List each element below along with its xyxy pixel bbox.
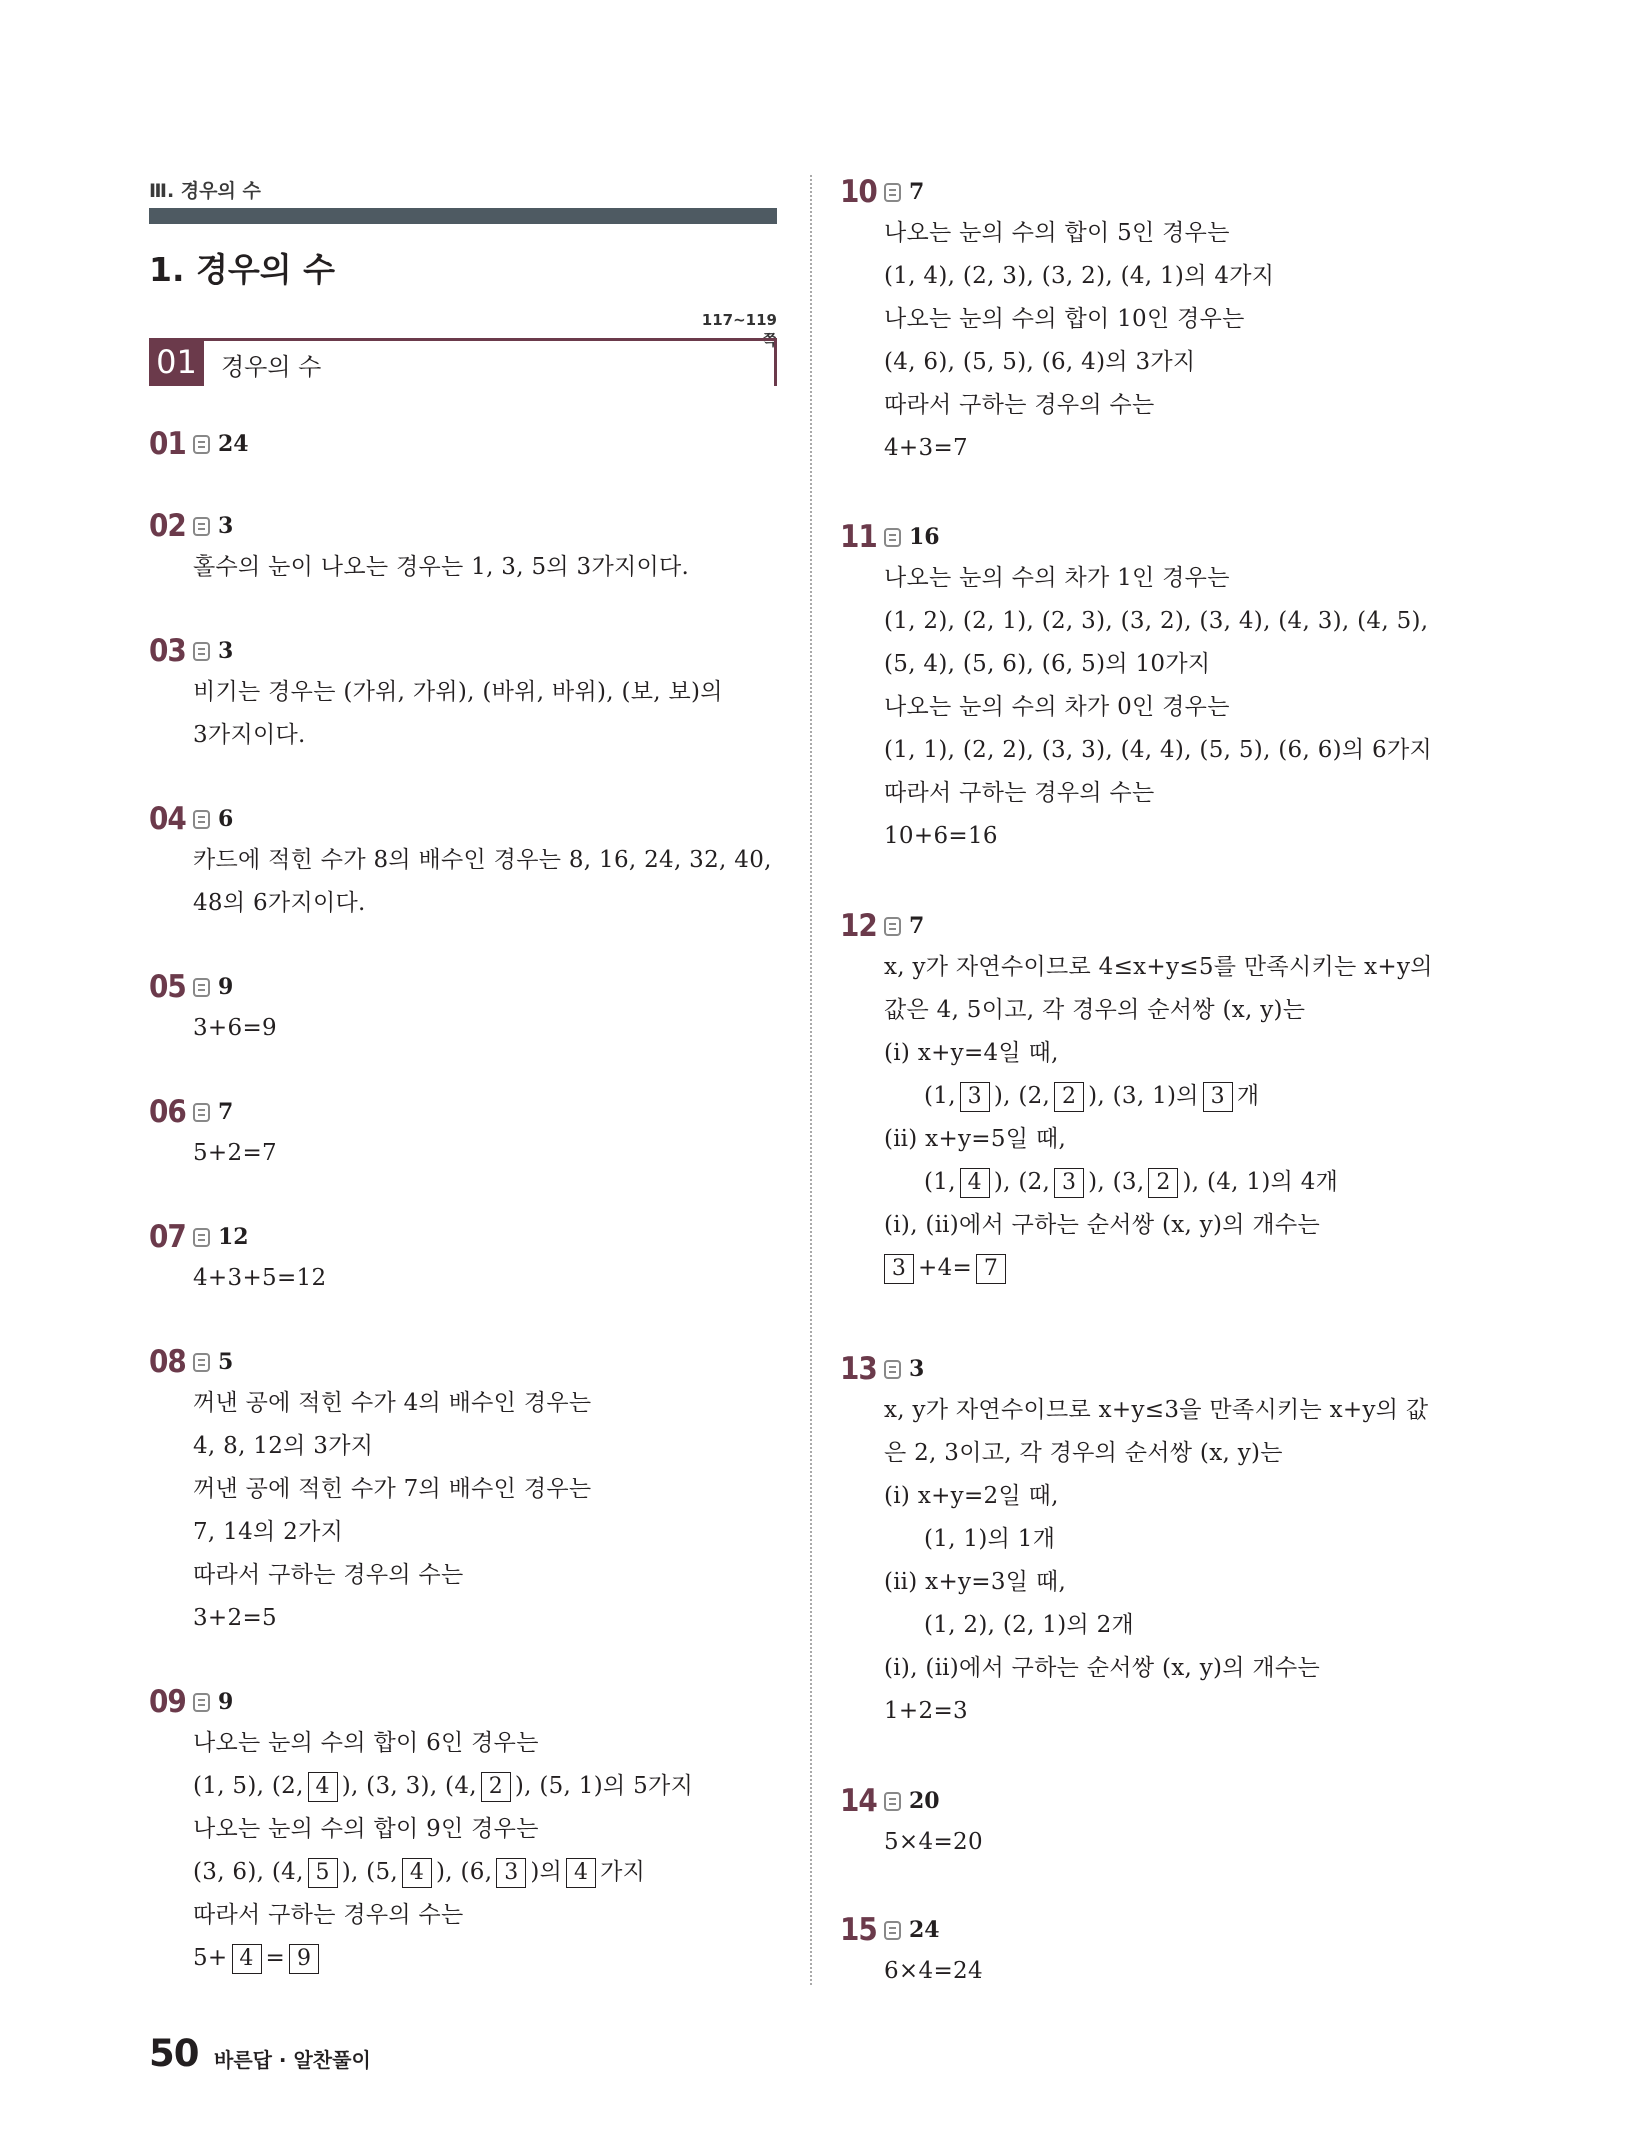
section-title: 1. 경우의 수	[149, 250, 335, 289]
answer: 12	[218, 1224, 249, 1250]
problem-number: 04	[149, 801, 186, 837]
blank-box: 4	[232, 1944, 262, 1974]
blank-box: 3	[884, 1254, 914, 1284]
solution-line: 꺼낸 공에 적힌 수가 7의 배수인 경우는	[193, 1476, 592, 1502]
solution-line: 나오는 눈의 수의 차가 0인 경우는	[884, 694, 1230, 720]
blank-box: 9	[289, 1944, 319, 1974]
answer-icon	[884, 183, 901, 202]
solution-line: (ⅱ) x+y=3일 때,	[884, 1569, 1067, 1595]
problem-03	[149, 631, 723, 757]
answer-icon	[884, 1360, 901, 1379]
problem-number: 05	[149, 969, 186, 1005]
solution-line: 3 +4= 7	[884, 1247, 1433, 1290]
answer: 7	[909, 179, 925, 205]
problem-number: 14	[840, 1783, 877, 1819]
blank-box: 3	[1054, 1168, 1084, 1198]
problem-number: 11	[840, 519, 877, 555]
blank-box: 4	[308, 1772, 338, 1802]
problem-number: 03	[149, 633, 186, 669]
solution-line: (ⅰ) x+y=4일 때,	[884, 1040, 1059, 1066]
answer-icon	[193, 435, 210, 454]
solution-line: 비기는 경우는 (가위, 가위), (바위, 바위), (보, 보)의	[193, 679, 723, 705]
problem-06	[149, 1092, 277, 1175]
answer-icon	[884, 528, 901, 547]
chapter-bar	[149, 208, 777, 224]
problem-number: 09	[149, 1684, 186, 1720]
solution-line: (ⅰ), (ⅱ)에서 구하는 순서쌍 (x, y)의 개수는	[884, 1655, 1320, 1681]
problem-number: 15	[840, 1912, 877, 1948]
solution-line: 은 2, 3이고, 각 경우의 순서쌍 (x, y)는	[884, 1440, 1283, 1466]
problem-number: 10	[840, 174, 877, 210]
solution-line: 5×4=20	[884, 1829, 983, 1855]
solution-line: 3+6=9	[193, 1015, 277, 1041]
answer: 3	[218, 513, 234, 539]
solution-line: 따라서 구하는 경우의 수는	[884, 780, 1155, 806]
solution-line: 따라서 구하는 경우의 수는	[193, 1562, 464, 1588]
solution-line: 따라서 구하는 경우의 수는	[193, 1902, 464, 1928]
solution-line: 5+2=7	[193, 1140, 277, 1166]
problem-02	[149, 506, 689, 589]
problem-number: 07	[149, 1219, 186, 1255]
answer-icon	[193, 810, 210, 829]
answer-icon	[884, 917, 901, 936]
answer: 24	[218, 431, 249, 457]
solution-line: 나오는 눈의 수의 합이 10인 경우는	[884, 306, 1245, 332]
answer-icon	[884, 1921, 901, 1940]
answer: 24	[909, 1917, 940, 1943]
answer: 3	[218, 638, 234, 664]
blank-box: 3	[1203, 1082, 1233, 1112]
answer: 7	[218, 1099, 234, 1125]
solution-line: 4+3+5=12	[193, 1265, 327, 1291]
answer: 9	[218, 974, 234, 1000]
solution-line: 6×4=24	[884, 1958, 983, 1984]
problem-number: 06	[149, 1094, 186, 1130]
solution-line: x, y가 자연수이므로 x+y≤3을 만족시키는 x+y의 값	[884, 1397, 1429, 1423]
answer-icon	[884, 1792, 901, 1811]
blank-box: 5	[308, 1858, 338, 1888]
problem-number: 02	[149, 508, 186, 544]
answer: 5	[218, 1349, 234, 1375]
problem-number: 12	[840, 908, 877, 944]
blank-box: 2	[1148, 1168, 1178, 1198]
solution-line: (1, 5), (2, 4 ), (3, 3), (4, 2 ), (5, 1)의 5가지	[193, 1765, 693, 1808]
solution-line: (1, 4), (2, 3), (3, 2), (4, 1)의 4가지	[884, 263, 1275, 289]
solution-line: 1+2=3	[884, 1698, 968, 1724]
problem-13	[840, 1349, 1428, 1733]
topic-title: 경우의 수	[221, 353, 322, 381]
solution-line: 4+3=7	[884, 435, 968, 461]
solution-line: 나오는 눈의 수의 차가 1인 경우는	[884, 565, 1230, 591]
problem-01	[149, 424, 249, 464]
answer-icon	[193, 642, 210, 661]
problem-04	[149, 799, 772, 925]
solution-line: (1, 1)의 1개	[924, 1526, 1056, 1552]
problem-number: 13	[840, 1351, 877, 1387]
solution-line: (1, 4 ), (2, 3 ), (3, 2 ), (4, 1)의 4개	[924, 1161, 1433, 1204]
topic-header	[149, 338, 777, 386]
answer: 3	[909, 1356, 925, 1382]
problem-10	[840, 172, 1274, 470]
problem-08	[149, 1342, 591, 1640]
solution-line: 5+ 4 = 9	[193, 1937, 693, 1980]
solution-line: 카드에 적힌 수가 8의 배수인 경우는 8, 16, 24, 32, 40,	[193, 847, 772, 873]
problem-05	[149, 967, 277, 1050]
blank-box: 4	[566, 1858, 596, 1888]
solution-line: 48의 6가지이다.	[193, 890, 366, 916]
problem-15	[840, 1910, 983, 1993]
blank-box: 4	[402, 1858, 432, 1888]
blank-box: 3	[960, 1082, 990, 1112]
solution-line: 값은 4, 5이고, 각 경우의 순서쌍 (x, y)는	[884, 997, 1306, 1023]
problem-07	[149, 1217, 326, 1300]
answer-icon	[193, 1693, 210, 1712]
answer: 16	[909, 524, 940, 550]
solution-line: 나오는 눈의 수의 합이 5인 경우는	[884, 220, 1230, 246]
answer-icon	[193, 1103, 210, 1122]
solution-line: (1, 3 ), (2, 2 ), (3, 1)의 3 개	[924, 1075, 1433, 1118]
answer-icon	[193, 1228, 210, 1247]
answer: 9	[218, 1689, 234, 1715]
answer-icon	[193, 978, 210, 997]
answer: 6	[218, 806, 234, 832]
answer-icon	[193, 517, 210, 536]
solution-line: 3+2=5	[193, 1605, 277, 1631]
page-range: 117~119쪽	[701, 311, 777, 349]
blank-box: 3	[496, 1858, 526, 1888]
solution-line: 3가지이다.	[193, 722, 306, 748]
solution-line: 홀수의 눈이 나오는 경우는 1, 3, 5의 3가지이다.	[193, 554, 690, 580]
problem-09	[149, 1682, 693, 1980]
chapter-label: Ⅲ. 경우의 수	[149, 180, 261, 202]
page-number: 50	[149, 2032, 199, 2075]
solution-line: (1, 2), (2, 1), (2, 3), (3, 2), (3, 4), (4, 3), (4, 5),	[884, 608, 1429, 634]
answer: 7	[909, 913, 925, 939]
solution-line: x, y가 자연수이므로 4≤x+y≤5를 만족시키는 x+y의	[884, 954, 1433, 980]
blank-box: 2	[1054, 1082, 1084, 1112]
solution-line: (1, 1), (2, 2), (3, 3), (4, 4), (5, 5), (6, 6)의 6가지	[884, 737, 1433, 763]
solution-line: (ⅰ) x+y=2일 때,	[884, 1483, 1059, 1509]
column-divider	[810, 175, 812, 1985]
problem-11	[840, 517, 1432, 858]
blank-box: 4	[960, 1168, 990, 1198]
solution-line: (ⅰ), (ⅱ)에서 구하는 순서쌍 (x, y)의 개수는	[884, 1212, 1320, 1238]
solution-line: 7, 14의 2가지	[193, 1519, 344, 1545]
blank-box: 7	[976, 1254, 1006, 1284]
blank-box: 2	[481, 1772, 511, 1802]
problem-12	[840, 906, 1433, 1290]
problem-number: 08	[149, 1344, 186, 1380]
solution-line: 4, 8, 12의 3가지	[193, 1433, 374, 1459]
solution-line: 따라서 구하는 경우의 수는	[884, 392, 1155, 418]
solution-line: 10+6=16	[884, 823, 998, 849]
solution-line: 꺼낸 공에 적힌 수가 4의 배수인 경우는	[193, 1390, 592, 1416]
solution-line: (5, 4), (5, 6), (6, 5)의 10가지	[884, 651, 1211, 677]
solution-line: 나오는 눈의 수의 합이 9인 경우는	[193, 1816, 539, 1842]
solution-line: 나오는 눈의 수의 합이 6인 경우는	[193, 1730, 539, 1756]
answer: 20	[909, 1788, 940, 1814]
solution-line: (ⅱ) x+y=5일 때,	[884, 1126, 1067, 1152]
solution-line: (3, 6), (4, 5 ), (5, 4 ), (6, 3 )의 4 가지	[193, 1851, 693, 1894]
topic-number: 01	[149, 338, 204, 386]
problem-number: 01	[149, 426, 186, 462]
solution-line: (4, 6), (5, 5), (6, 4)의 3가지	[884, 349, 1196, 375]
footer-title: 바른답 · 알찬풀이	[214, 2048, 371, 2072]
problem-14	[840, 1781, 983, 1864]
answer-icon	[193, 1353, 210, 1372]
solution-line: (1, 2), (2, 1)의 2개	[924, 1612, 1135, 1638]
